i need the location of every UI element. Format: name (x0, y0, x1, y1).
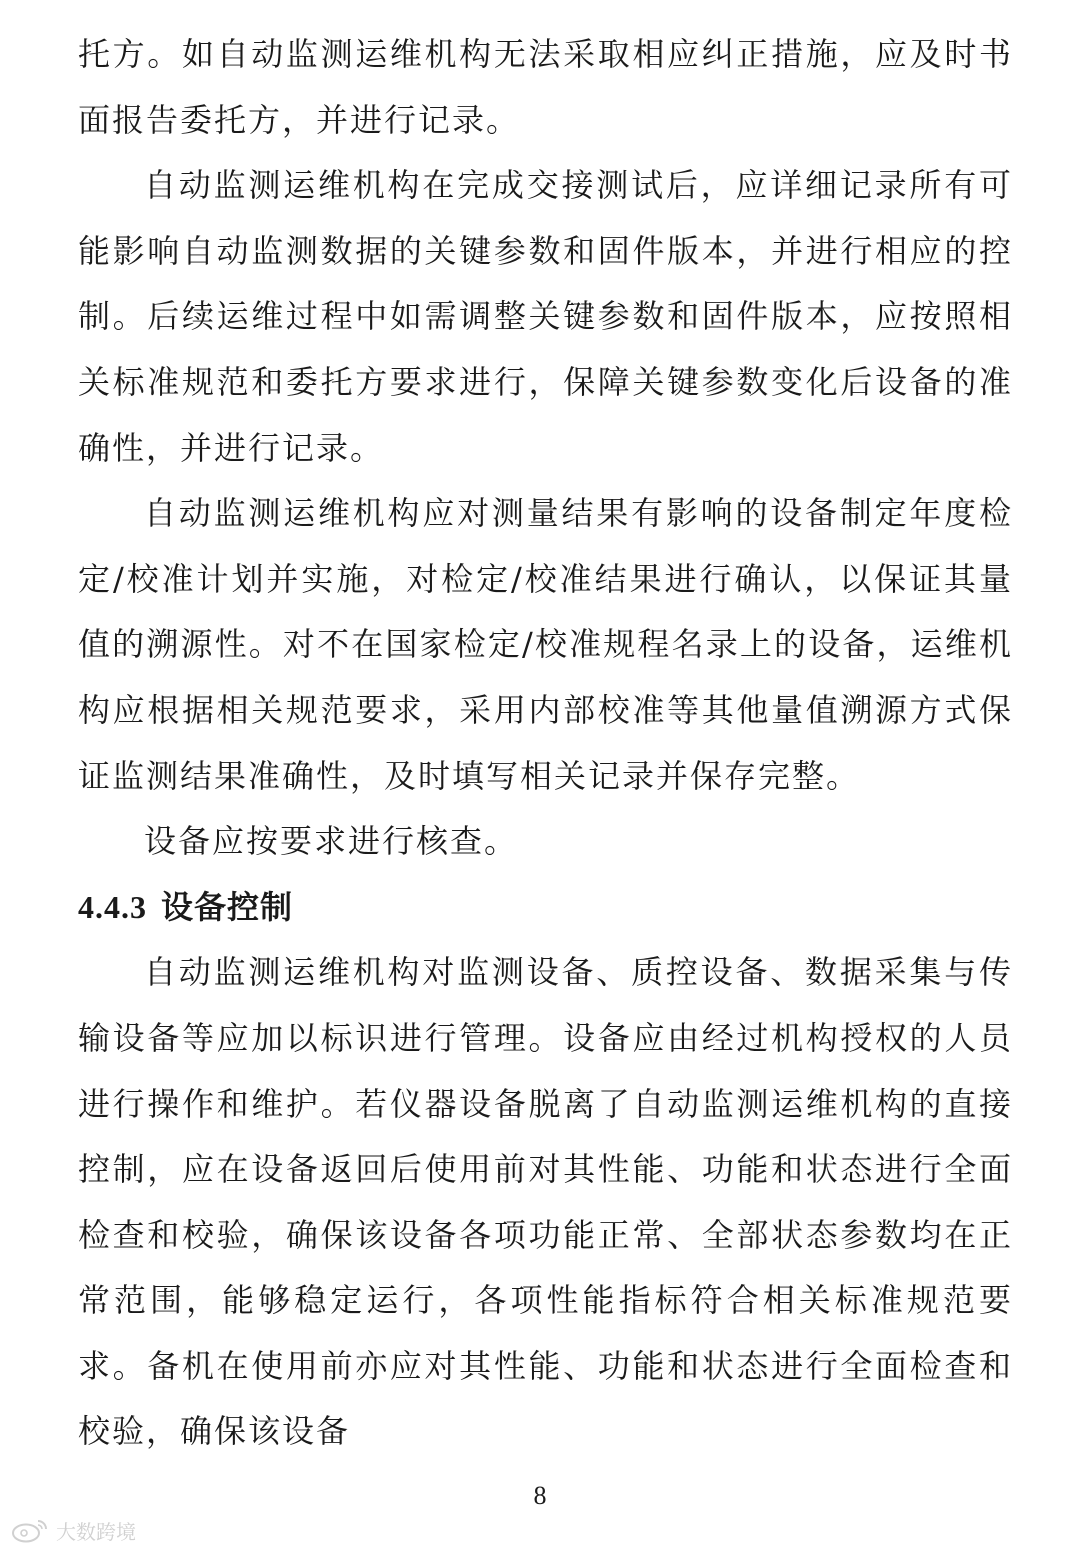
section-heading (78, 875, 1013, 941)
watermark (10, 1515, 136, 1545)
paragraph: 托方。如自动监测运维机构无法采取相应纠正措施，应及时书面报告委托方，并进行记录。 (78, 35, 1013, 139)
weibo-logo-icon (10, 1517, 50, 1543)
section-title: 设备控制 (161, 887, 294, 926)
paragraph: 自动监测运维机构对监测设备、质控设备、数据采集与传输设备等应加以标识进行管理。设备应由经过机构授权的人员进行操作和维护。若仪器设备脱离了自动监测运维机构的直接控制，应在设备返回后使用前对其性能、功能和状态进行全面检查和校验，确保该设备各项功能正常、全部状态参数均在正常范围，能够稳定运行，各项性能指标符合相关标准规范要求。备机在使用前亦应对其性能、功能和状态进行全面检查和校验，确保该设备 (78, 953, 1013, 1451)
section-number: 4.4.3 (78, 888, 147, 925)
paragraph: 自动监测运维机构应对测量结果有影响的设备制定年度检定/校准计划并实施，对检定/校准结果进行确认，以保证其量值的溯源性。对不在国家检定/校准规程名录上的设备，运维机构应根据相关规范要求，采用内部校准等其他量值溯源方式保证监测结果准确性，及时填写相关记录并保存完整。 (78, 494, 1013, 795)
watermark-text: 大数跨境 (56, 1519, 136, 1544)
page-number: 8 (533, 1481, 547, 1510)
paragraph: 设备应按要求进行核查。 (144, 822, 519, 861)
paragraph: 自动监测运维机构在完成交接测试后，应详细记录所有可能影响自动监测数据的关键参数和固件版本，并进行相应的控制。后续运维过程中如需调整关键参数和固件版本，应按照相关标准规范和委托方要求进行，保障关键参数变化后设备的准确性，并进行记录。 (78, 166, 1013, 467)
document-body (78, 22, 1013, 1465)
